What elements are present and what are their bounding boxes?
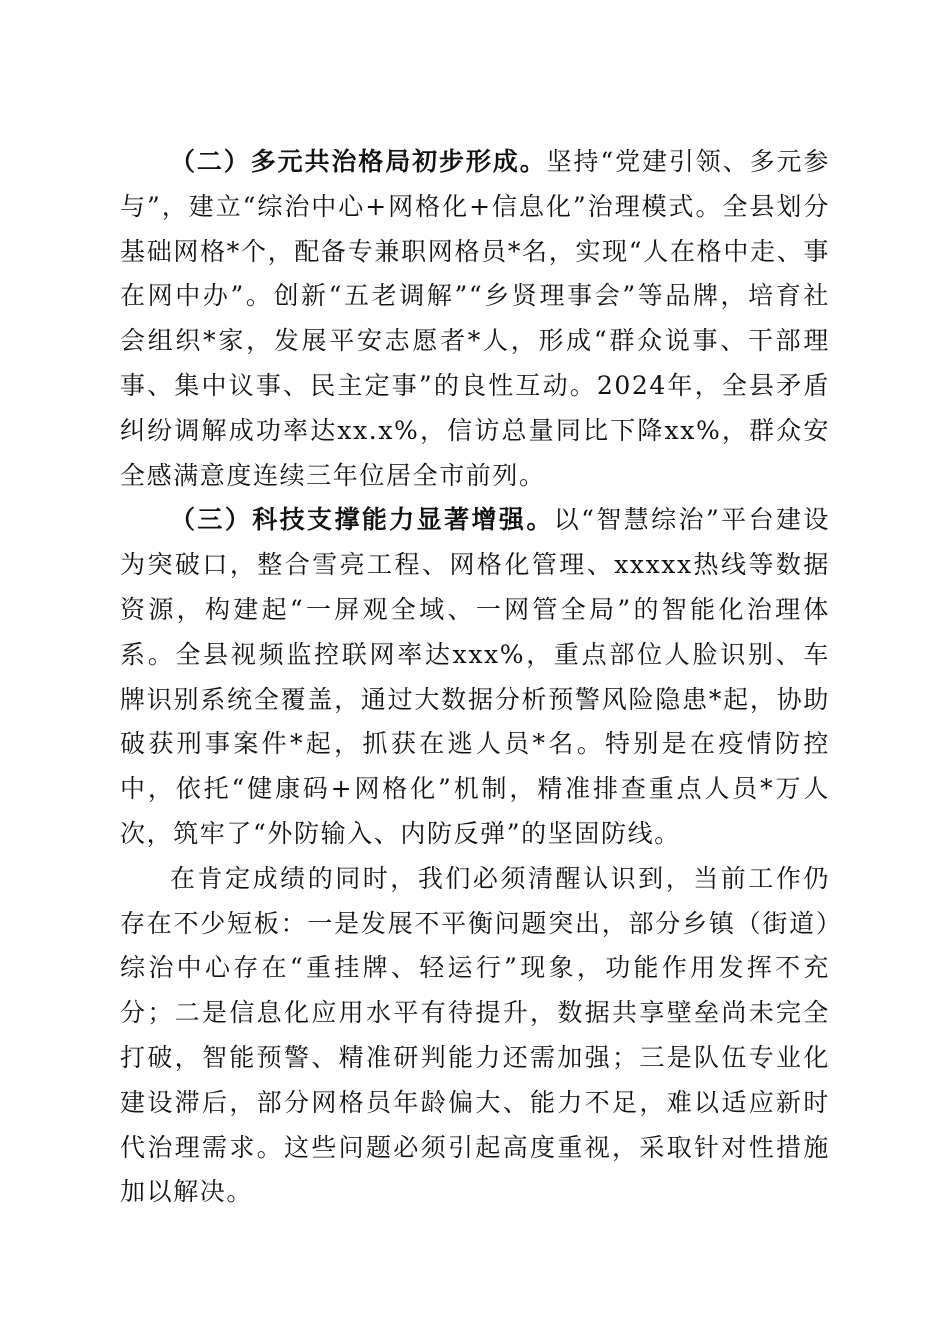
paragraph-text: 以“智慧综治”平台建设为突破口，整合雪亮工程、网格化管理、xxxxx热线等数据资源，构建起“一屏观全域、一网管全局”的智能化治理体系。全县视频监控联网率达xxx%，重点部位人脸识别、车牌识别系统全覆盖，通过大数据分析预警风险隐患*起，协助破获刑事案件*起，抓获在逃人员*名。特别是在疫情防控中，依托“健康码+网格化”机制，精准排查重点人员*万人次，筑牢了“外防输入、内防反弹”的坚固防线。 — [120, 505, 830, 848]
paragraph-shortcomings — [120, 857, 830, 1215]
paragraph-tech-support — [120, 498, 830, 856]
paragraph-text: 坚持“党建引领、多元参与”，建立“综治中心+网格化+信息化”治理模式。全县划分基础网格*个，配备专兼职网格员*名，实现“人在格中走、事在网中办”。创新“五老调解”“乡贤理事会”等品牌，培育社会组织*家，发展平安志愿者*人，形成“群众说事、干部理事、集中议事、民主定事”的良性互动。2024年，全县矛盾纠纷调解成功率达xx.x%，信访总量同比下降xx%，群众安全感满意度连续三年位居全市前列。 — [120, 147, 830, 490]
section-heading-2: （二）多元共治格局初步形成。 — [170, 147, 547, 176]
document-body — [120, 140, 830, 1215]
section-heading-3: （三）科技支撑能力显著增强。 — [170, 505, 554, 535]
paragraph-pluralistic-governance — [120, 140, 830, 498]
paragraph-text: 在肯定成绩的同时，我们必须清醒认识到，当前工作仍存在不少短板：一是发展不平衡问题突出，部分乡镇（街道）综治中心存在“重挂牌、轻运行”现象，功能作用发挥不充分；二是信息化应用水平有待提升，数据共享壁垒尚未完全打破，智能预警、精准研判能力还需加强；三是队伍专业化建设滞后，部分网格员年龄偏大、能力不足，难以适应新时代治理需求。这些问题必须引起高度重视，采取针对性措施加以解决。 — [120, 863, 830, 1207]
